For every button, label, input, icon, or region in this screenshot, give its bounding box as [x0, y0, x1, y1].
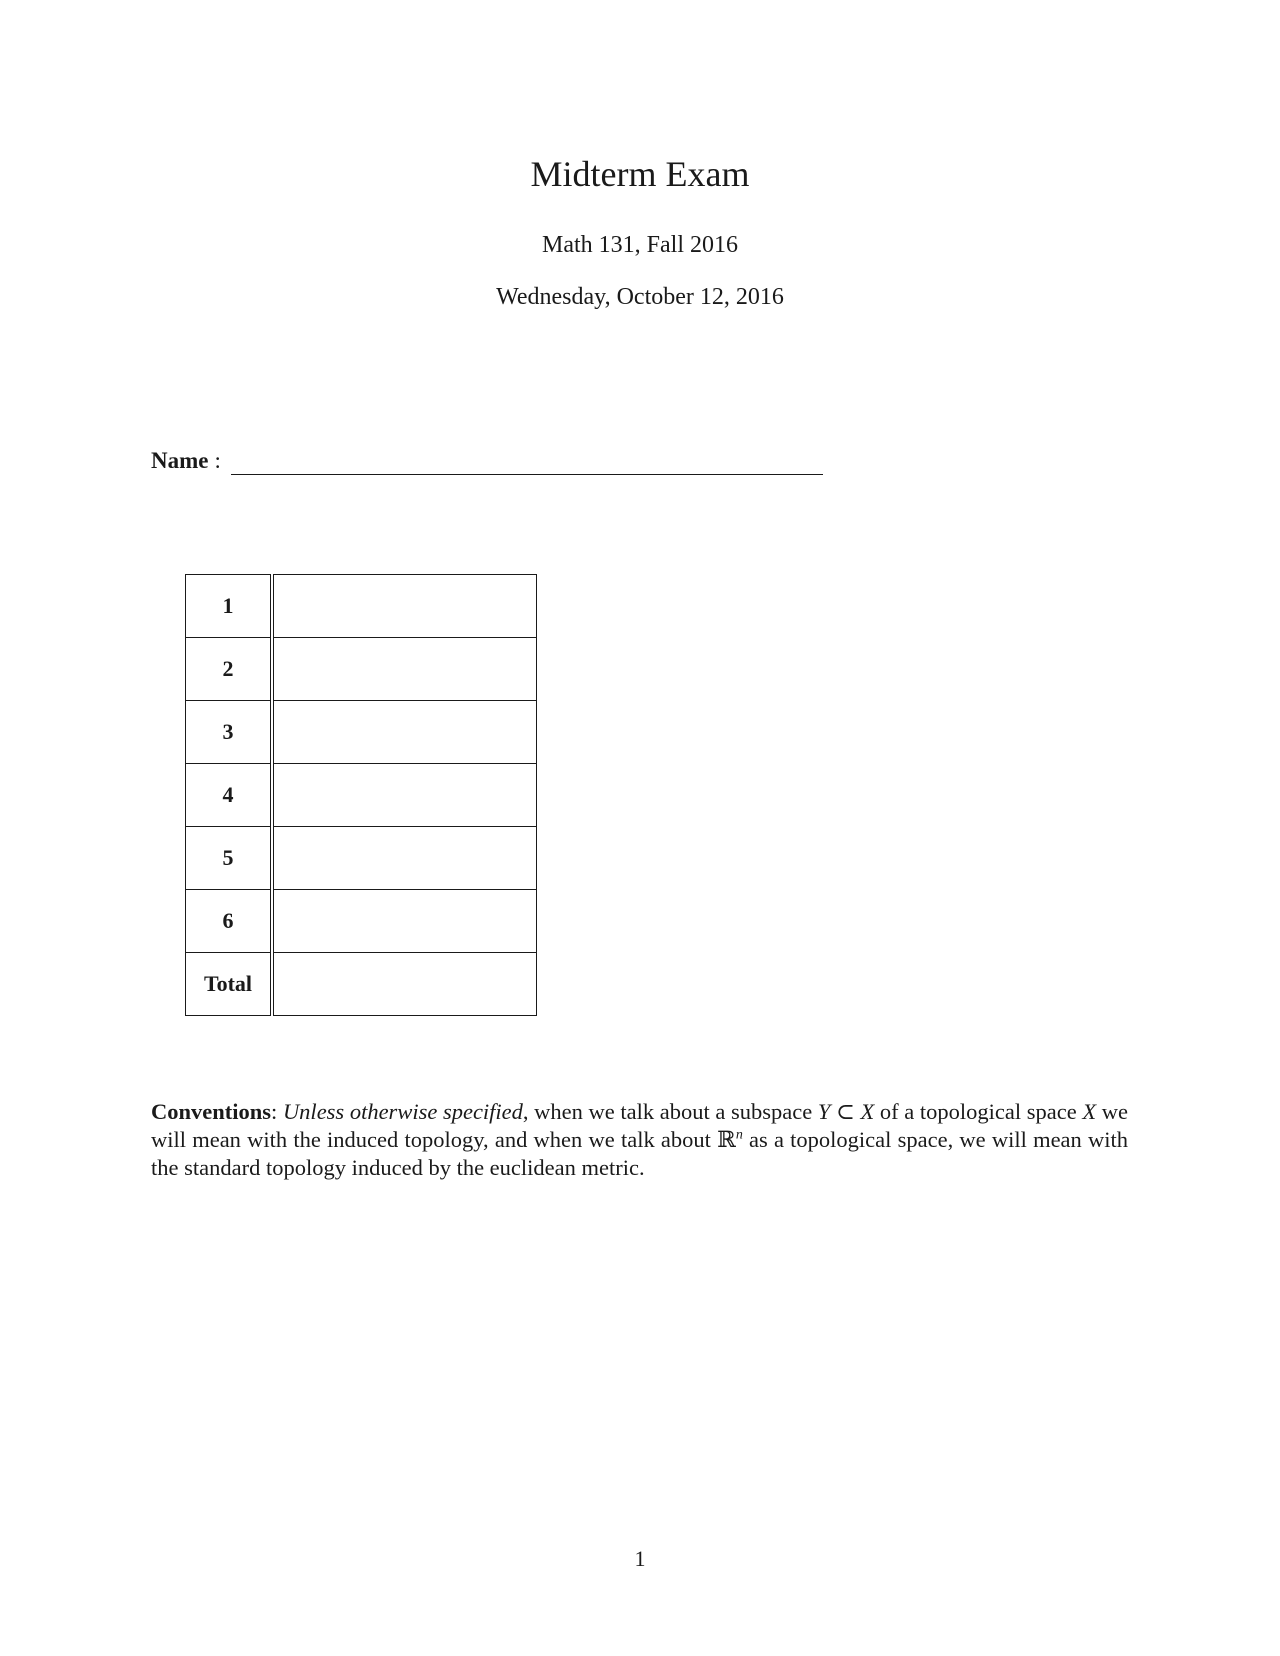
- name-colon: :: [214, 448, 221, 473]
- conventions-text-3: we will mean with the induced topology, and when we talk about: [151, 1099, 1128, 1152]
- score-cell: [272, 890, 537, 953]
- conventions-text-2: of a topological space: [874, 1099, 1083, 1124]
- conventions-paragraph: [151, 1098, 1128, 1182]
- score-cell: [272, 953, 537, 1016]
- problem-label: 5: [186, 827, 273, 890]
- problem-label: 4: [186, 764, 273, 827]
- score-table-row: [186, 638, 537, 701]
- score-cell: [272, 764, 537, 827]
- score-cell: [272, 638, 537, 701]
- course-info: Math 131, Fall 2016: [542, 232, 738, 258]
- score-cell: [272, 701, 537, 764]
- name-blank-line: [231, 452, 823, 475]
- name-row: [151, 447, 823, 475]
- math-symbol-y: Y: [817, 1099, 831, 1124]
- score-table-row: [186, 890, 537, 953]
- problem-label: Total: [186, 953, 273, 1016]
- score-cell: [272, 827, 537, 890]
- score-table-row: [186, 764, 537, 827]
- math-subset-symbol: ⊂: [830, 1099, 861, 1124]
- conventions-text-4: as a topological space, we will mean with the standard topology induced by the euclidean metric.: [151, 1127, 1129, 1180]
- exam-date: Wednesday, October 12, 2016: [496, 284, 784, 310]
- conventions-text-1: , when we talk about a subspace: [522, 1099, 818, 1124]
- score-table: [185, 574, 537, 1016]
- problem-label: 6: [186, 890, 273, 953]
- score-table-row: [186, 575, 537, 638]
- page-number: 1: [634, 1546, 646, 1571]
- math-symbol-reals: ℝ: [717, 1127, 736, 1152]
- score-table-row: [186, 953, 537, 1016]
- math-symbol-x: X: [860, 1099, 875, 1124]
- name-label: Name: [151, 448, 209, 473]
- exam-title: Midterm Exam: [530, 154, 750, 194]
- score-table-row: [186, 701, 537, 764]
- problem-label: 2: [186, 638, 273, 701]
- problem-label: 3: [186, 701, 273, 764]
- math-symbol-x-2: X: [1082, 1099, 1097, 1124]
- score-cell: [272, 575, 537, 638]
- conventions-heading: Conventions: [151, 1099, 272, 1124]
- score-table-row: [186, 827, 537, 890]
- problem-label: 1: [186, 575, 273, 638]
- conventions-emphasis: Unless otherwise specified: [282, 1099, 523, 1124]
- conventions-colon: :: [271, 1099, 278, 1124]
- math-superscript-n: n: [735, 1127, 743, 1143]
